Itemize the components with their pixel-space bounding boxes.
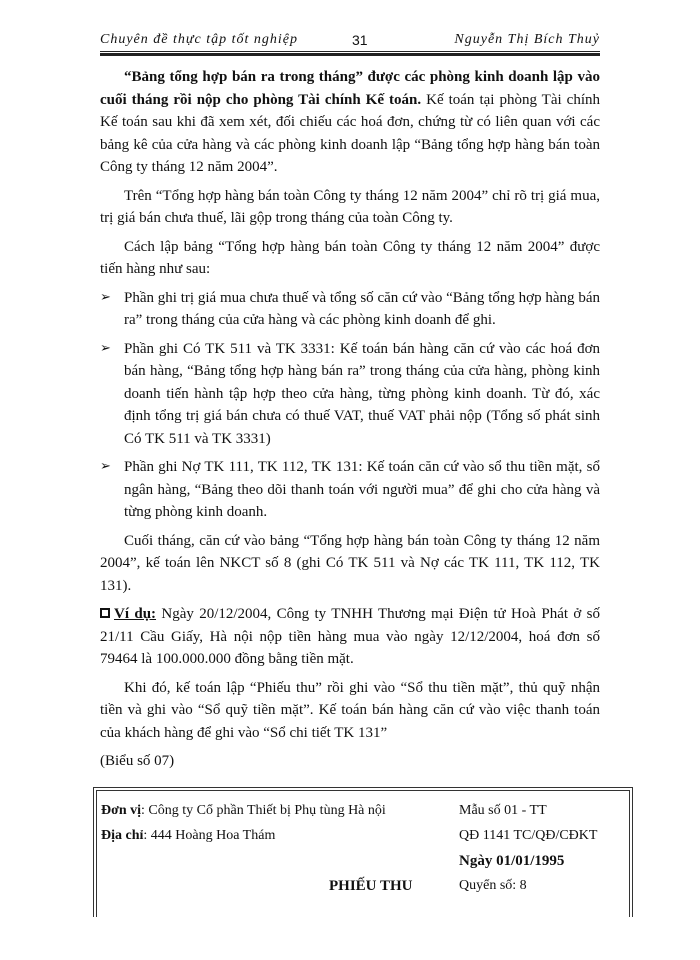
arrow-bullet-icon: ➢ [100,459,111,474]
figure-caption: (Biểu số 07) [100,753,175,769]
paragraph-2: Trên “Tổng hợp hàng bán toàn Công ty tháng 12 năm 2004” chỉ rõ trị giá mua, trị giá bán chưa thuế, lãi gộp trong tháng của toàn Công ty. [100,187,600,226]
form-title: PHIẾU THU [329,877,413,894]
paragraph-1 [100,66,600,179]
unit-row [101,801,629,821]
bullet-text: Phần ghi trị giá mua chưa thuế và tổng số căn cứ vào “Bảng tổng hợp hàng bán ra” trong tháng của cửa hàng và các phòng kinh doanh để ghi. [124,289,600,328]
header-title: Chuyên đề thực tập tốt nghiệp [100,32,298,47]
arrow-bullet-icon: ➢ [100,340,111,356]
bullet-text: Phần ghi Có TK 511 và TK 3331: Kế toán bán hàng căn cứ vào các hoá đơn bán hàng, “Bảng tổng hợp hàng bán ra” trong tháng của cửa hàng, phòng kinh doanh tiến hành tập hợp theo cửa hàng, từng phòng kinh doanh. Từ đó, xác định tổng trị giá bán chưa có thuế VAT, thuế VAT phải nộp (Tổng số phát sinh Có TK 511 và TK 3331) [124,340,600,447]
paragraph-4: Cuối tháng, căn cứ vào bảng “Tổng hợp hàng bán toàn Công ty tháng 12 năm 2004”, kế toán lên NKCT số 8 (ghi Có TK 511 và Nợ các TK 111, TK 112, TK 131). [100,532,600,594]
unit-label: Đơn vị [101,802,142,818]
example-label: Ví dụ: [114,606,157,622]
example-paragraph [100,603,600,671]
address-info [101,826,275,846]
square-bullet-icon [100,608,110,618]
unit-info [101,801,386,821]
address-label: Địa chỉ [101,827,144,843]
unit-value: : Công ty Cổ phần Thiết bị Phụ tùng Hà nội [141,802,386,818]
address-value: : 444 Hoàng Hoa Thám [143,827,276,843]
template-number: Mẫu số 01 - TT [459,802,547,818]
example-text: Ngày 20/12/2004, Công ty TNHH Thương mại Điện tử Hoà Phát ở số 21/11 Cầu Giấy, Hà nội nộp tiền hàng mua vào ngày 12/12/2004, hoá đơn số 79464 là 100.000.000 đồng bằng tiền mặt. [100,606,600,667]
decision-number: QĐ 1141 TC/QĐ/CĐKT [459,827,598,843]
bullet-item [100,338,600,451]
address-row [101,826,629,846]
paragraph-5: Khi đó, kế toán lập “Phiếu thu” rồi ghi vào “Sổ thu tiền mặt”, thủ quỹ nhận tiền và ghi vào “Sổ quỹ tiền mặt”. Kế toán bán hàng căn cứ vào việc thanh toán của khách hàng để ghi vào “Sổ chi tiết TK 131” [100,679,600,741]
receipt-form [93,787,633,917]
form-date: Ngày 01/01/1995 [459,852,565,869]
title-row [101,876,629,896]
bullet-item [100,287,600,332]
paragraph-3: Cách lập bảng “Tổng hợp hàng bán toàn Công ty tháng 12 năm 2004” được tiến hàng như sau: [100,238,600,277]
date-row [101,851,629,871]
document-body [100,0,600,937]
paragraph-1-bold: “Bảng tổng hợp bán ra trong tháng” được các phòng kinh doanh lập vào cuối tháng rồi nộp cho phòng Tài chính Kế toán. [100,69,600,108]
paragraph-1-text: Kế toán tại phòng Tài chính Kế toán sau khi đã xem xét, đối chiếu các hoá đơn, chứng từ có liên quan với các bảng kê của cửa hàng và các phòng kinh doanh lập “Bảng tổng hợp hàng bán toàn Công ty tháng 12 năm 2004”. [100,91,600,175]
bullet-text: Phần ghi Nợ TK 111, TK 112, TK 131: Kế toán căn cứ vào sổ thu tiền mặt, sổ ngân hàng, “Bảng theo dõi thanh toán với người mua” để ghi cho cửa hàng và từng phòng kinh doanh. [124,459,600,520]
bullet-item [100,456,600,524]
book-number: Quyển số: 8 [459,877,527,893]
page-number: 31 [352,32,368,48]
arrow-bullet-icon: ➢ [100,289,111,305]
header-author: Nguyễn Thị Bích Thuỷ [454,32,600,47]
